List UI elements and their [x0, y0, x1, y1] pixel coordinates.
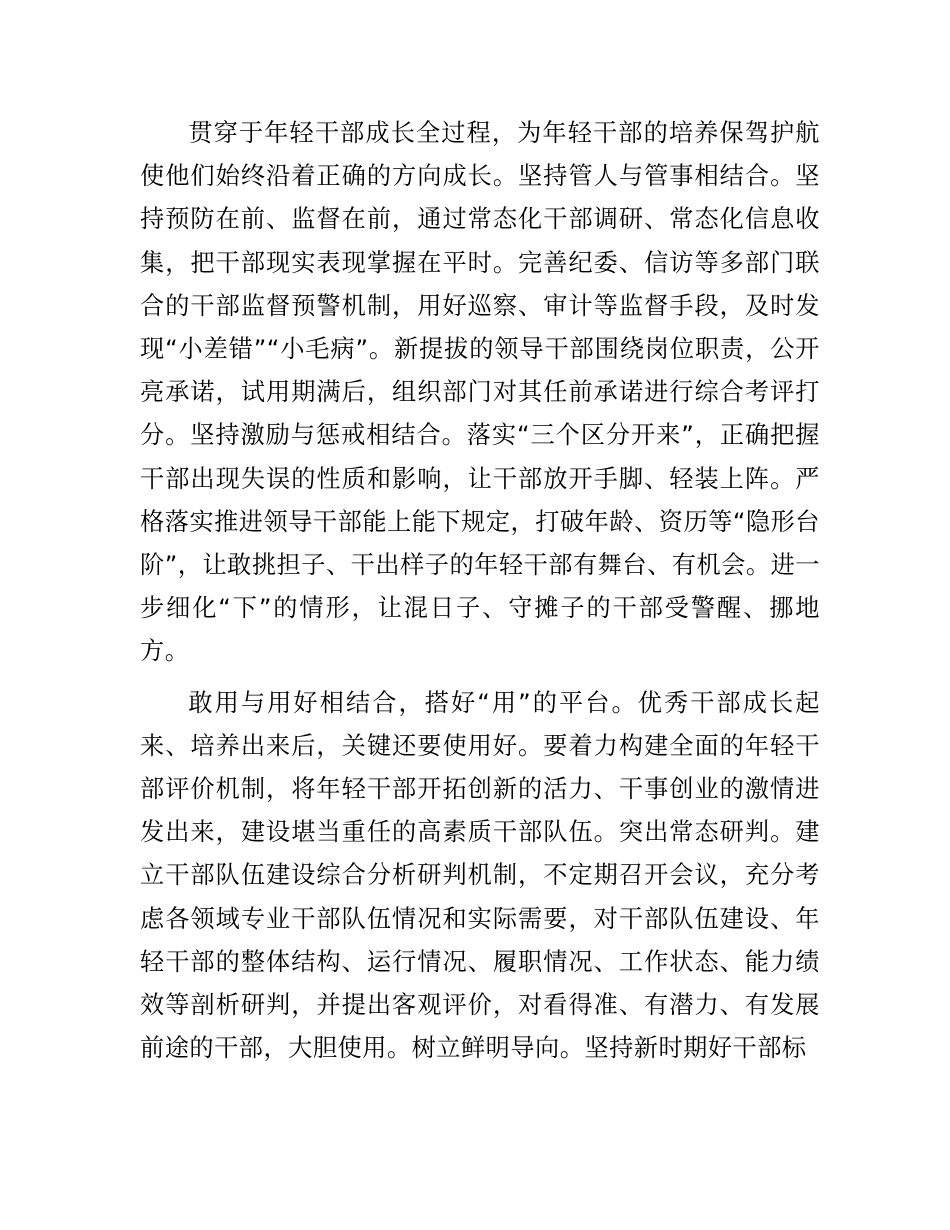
paragraph-cadre-supervision: 贯穿于年轻干部成长全过程，为年轻干部的培养保驾护航使他们始终沿着正确的方向成长。坚持管人与管事相结合。坚持预防在前、监督在前，通过常态化干部调研、常态化信息收集，把干部现实表现掌握在平时。完善纪委、信访等多部门联合的干部监督预警机制，用好巡察、审计等监督手段，及时发现“小差错”“小毛病”。新提拔的领导干部围绕岗位职责，公开亮承诺，试用期满后，组织部门对其任前承诺进行综合考评打分。坚持激励与惩戒相结合。落实“三个区分开来”，正确把握干部出现失误的性质和影响，让干部放开手脚、轻装上阵。严格落实推进领导干部能上能下规定，打破年龄、资历等“隐形台阶”，让敢挑担子、干出样子的年轻干部有舞台、有机会。进一步细化“下”的情形，让混日子、守摊子的干部受警醒、挪地方。 [140, 119, 820, 666]
paragraph-cadre-appointment: 敢用与用好相结合，搭好“用”的平台。优秀干部成长起来、培养出来后，关键还要使用好。要着力构建全面的年轻干部评价机制，将年轻干部开拓创新的活力、干事创业的激情进发出来，建设堪当重任的高素质干部队伍。突出常态研判。建立干部队伍建设综合分析研判机制，不定期召开会议，充分考虑各领域专业干部队伍情况和实际需要，对干部队伍建设、年轻干部的整体结构、运行情况、履职情况、工作状态、能力绩效等剖析研判，并提出客观评价，对看得准、有潜力、有发展前途的干部，大胆使用。树立鲜明导向。坚持新时期好干部标 [140, 688, 820, 1063]
document-page [140, 112, 820, 1070]
